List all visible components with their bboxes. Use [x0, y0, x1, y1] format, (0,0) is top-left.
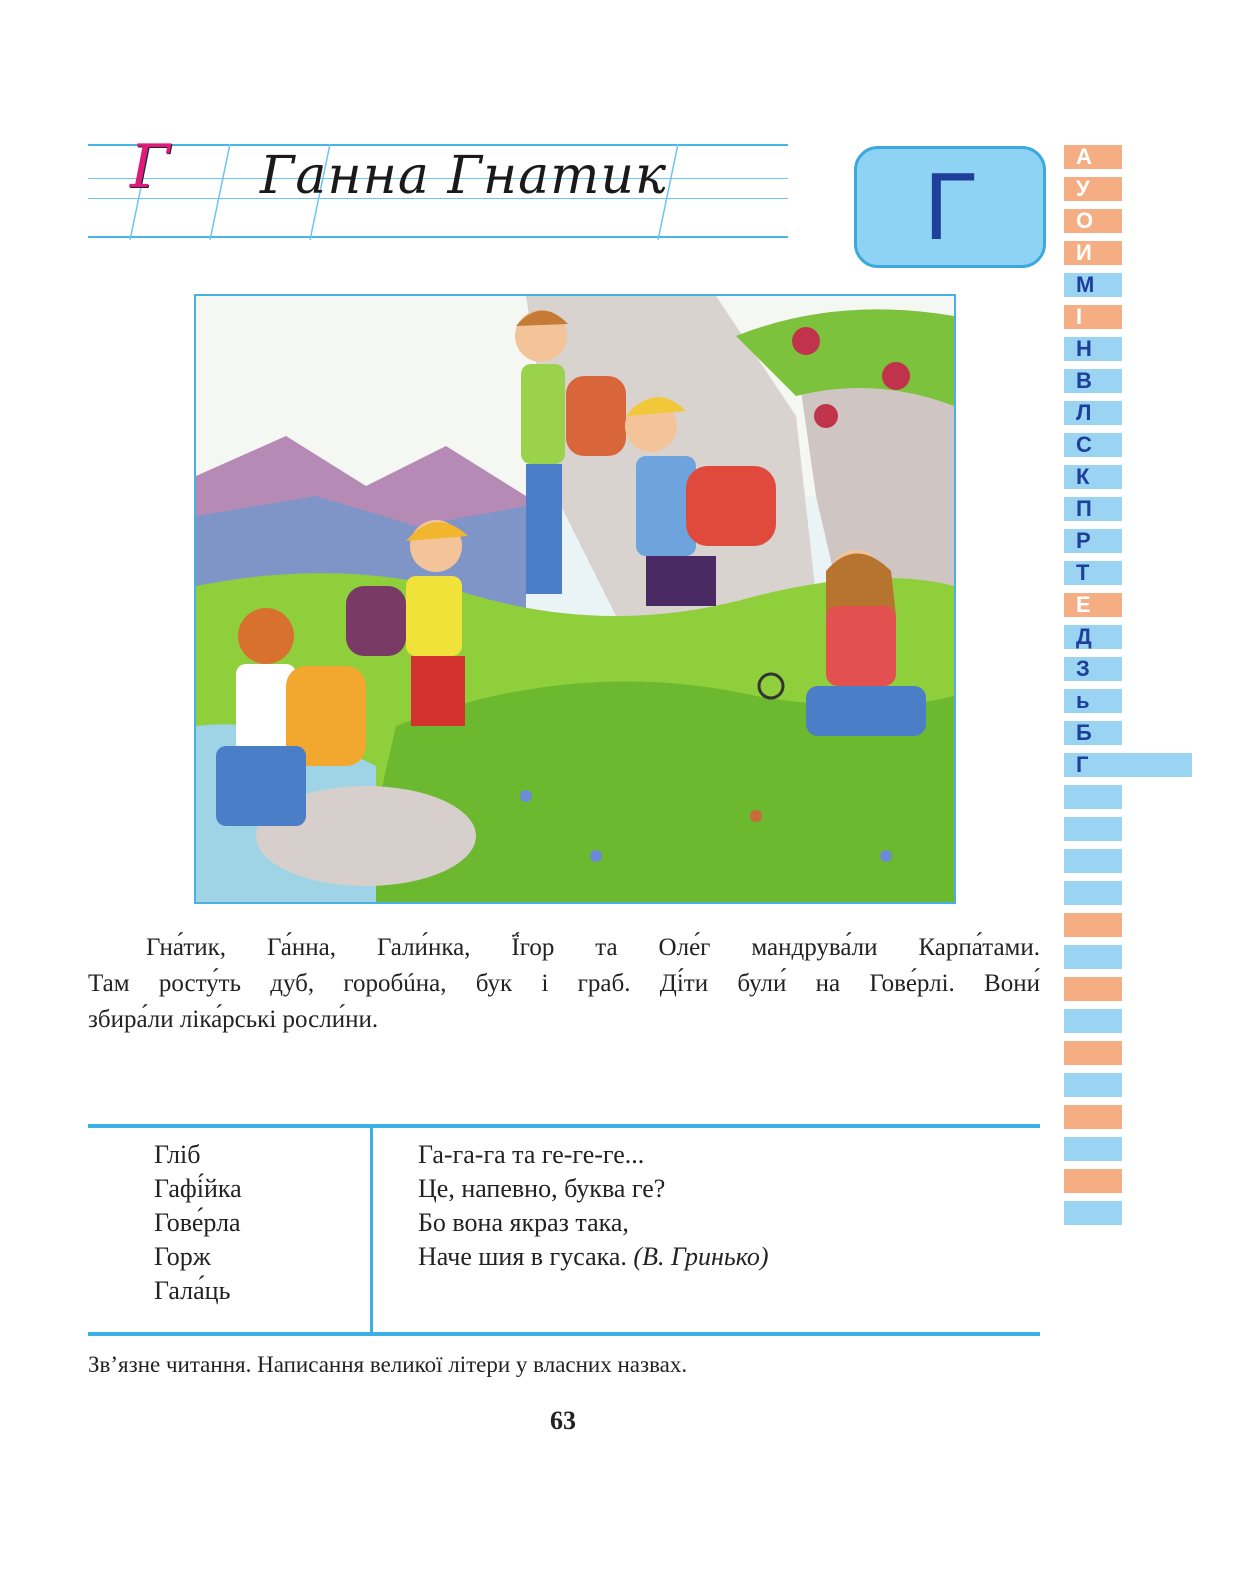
alphabet-cell: Т: [1064, 561, 1122, 585]
alphabet-cell: З: [1064, 657, 1122, 681]
reading-line-1: Гна́тик, Га́нна, Гали́нка, Ї́гор та Оле́г мандрува́ли Карпа́тами.: [146, 934, 1040, 961]
alphabet-cell: [1064, 1073, 1122, 1097]
alphabet-cell: [1064, 1137, 1122, 1161]
word-item: Гала́ць: [154, 1276, 231, 1305]
table-bottom-rule: [88, 1332, 1040, 1336]
alphabet-strip: [1064, 145, 1122, 1233]
poem-line: Га-га-га та ге-ге-ге...: [418, 1140, 645, 1169]
letter-card: [854, 146, 1046, 268]
reading-paragraph: [88, 930, 1040, 1038]
illustration-hikers: [194, 294, 956, 904]
poem-line: Це, напевно, буква ге?: [418, 1174, 666, 1203]
alphabet-cell: А: [1064, 145, 1122, 169]
alphabet-cell: [1064, 1041, 1122, 1065]
reading-line-2: Там росту́ть дуб, горобúна, бук і граб. Ді́ти були́ на Гове́рлі. Вони́: [88, 970, 1040, 997]
poem-line: Бо вона якраз така,: [418, 1208, 629, 1237]
word-item: Гліб: [154, 1140, 201, 1169]
alphabet-cell: О: [1064, 209, 1122, 233]
word-item: Гафі́йка: [154, 1174, 242, 1203]
letter-card-glyph: Г: [924, 153, 976, 260]
alphabet-cell: [1064, 785, 1122, 809]
word-list: [154, 1138, 242, 1308]
alphabet-cell: М: [1064, 273, 1122, 297]
alphabet-cell: [1064, 849, 1122, 873]
alphabet-cell: [1064, 1201, 1122, 1225]
alphabet-cell: [1064, 913, 1122, 937]
alphabet-cell: К: [1064, 465, 1122, 489]
alphabet-cell: [1064, 1169, 1122, 1193]
table-divider: [370, 1128, 373, 1332]
poem: [418, 1138, 769, 1274]
poem-author: (В. Гринько): [633, 1242, 769, 1271]
alphabet-cell: Н: [1064, 337, 1122, 361]
reading-line-3: збира́ли ліка́рські росли́ни.: [88, 1006, 379, 1033]
poem-line: Наче шия в гусака.: [418, 1242, 627, 1271]
alphabet-cell: Е: [1064, 593, 1122, 617]
alphabet-cell: С: [1064, 433, 1122, 457]
alphabet-cell: П: [1064, 497, 1122, 521]
alphabet-cell: ь: [1064, 689, 1122, 713]
table-top-rule: [88, 1124, 1040, 1128]
alphabet-cell: В: [1064, 369, 1122, 393]
poem-line-last: [418, 1240, 769, 1274]
page-number: 63: [550, 1406, 576, 1435]
alphabet-cell: И: [1064, 241, 1122, 265]
alphabet-cell: Д: [1064, 625, 1122, 649]
hiking-scene-picture: [196, 296, 954, 902]
word-item: Горж: [154, 1242, 211, 1271]
word-item: Гове́рла: [154, 1208, 241, 1237]
alphabet-cell: [1064, 881, 1122, 905]
alphabet-cell: [1064, 817, 1122, 841]
alphabet-cell: І: [1064, 305, 1122, 329]
lesson-caption: Зв’язне читання. Написання великої літери у власних назвах.: [88, 1352, 688, 1377]
alphabet-cell: Р: [1064, 529, 1122, 553]
alphabet-cell: Б: [1064, 721, 1122, 745]
alphabet-cell: [1064, 945, 1122, 969]
alphabet-cell: [1064, 977, 1122, 1001]
script-capital-letter: Г: [130, 132, 170, 202]
alphabet-cell: Л: [1064, 401, 1122, 425]
alphabet-cell: У: [1064, 177, 1122, 201]
alphabet-cell: Г: [1064, 753, 1192, 777]
alphabet-cell: [1064, 1105, 1122, 1129]
alphabet-cell: [1064, 1009, 1122, 1033]
script-sample-words: Ганна Гнатик: [260, 146, 668, 206]
